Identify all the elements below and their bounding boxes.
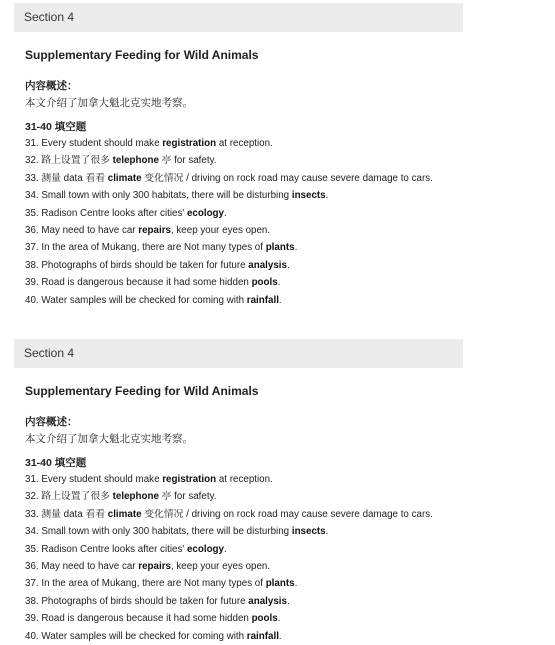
- question-text: 31. Every student should make: [25, 138, 163, 149]
- question-text: 35. Radison Centre looks after cities': [25, 543, 187, 555]
- answer-word: repairs: [138, 560, 171, 572]
- question-text-tail: , keep your eyes open.: [170, 224, 271, 236]
- question-item: [25, 488, 433, 505]
- question-text-tail: .: [294, 578, 298, 590]
- section-block-2: [14, 339, 463, 642]
- question-text: 37. In the area of Mukang, there are Not many types of: [25, 242, 266, 254]
- question-text: 32. 路上设置了很多: [25, 491, 113, 503]
- section-block-1: [14, 3, 463, 306]
- question-item: [25, 628, 433, 645]
- overview-text: 本文介绍了加拿大魁北克实地考察。: [25, 97, 193, 109]
- question-item: [25, 506, 433, 523]
- question-text: 39. Road is dangerous because it had some hidden: [25, 277, 252, 289]
- answer-word: registration: [162, 138, 217, 149]
- question-text-tail: .: [325, 526, 329, 538]
- question-list: [25, 135, 433, 309]
- question-text: 33. 测量 data 看看: [25, 508, 108, 520]
- answer-word: plants: [265, 242, 295, 254]
- question-text-tail: , keep your eyes open.: [170, 560, 271, 572]
- section-header-bar: [14, 339, 463, 368]
- section-header-bar: [14, 3, 463, 32]
- question-text-tail: .: [286, 259, 290, 271]
- answer-word: repairs: [138, 224, 171, 236]
- question-item: [25, 292, 433, 309]
- answer-word: analysis: [248, 595, 287, 607]
- section-title: Supplementary Feeding for Wild Animals: [25, 384, 259, 398]
- question-text: 40. Water samples will be checked for coming with: [25, 630, 247, 642]
- answer-word: telephone: [112, 155, 159, 167]
- question-list: [25, 471, 433, 645]
- answer-word: analysis: [248, 259, 287, 271]
- question-text: 40. Water samples will be checked for coming with: [25, 294, 247, 306]
- question-text: 36. May need to have car: [25, 560, 139, 572]
- question-item: [25, 593, 433, 610]
- question-text-tail: .: [224, 543, 227, 555]
- question-item: [25, 610, 433, 627]
- answer-word: pools: [251, 277, 278, 289]
- question-item: [25, 575, 433, 592]
- question-text-tail: 亭 for safety.: [158, 155, 217, 167]
- answer-word: insects: [291, 190, 326, 202]
- answer-word: rainfall: [246, 294, 279, 306]
- question-text: 39. Road is dangerous because it had some hidden: [25, 613, 252, 625]
- question-item: [25, 257, 433, 274]
- answer-word: insects: [291, 526, 326, 538]
- question-text: 38. Photographs of birds should be taken for future: [25, 259, 249, 271]
- section-header: Section 4: [24, 10, 75, 24]
- question-text-tail: .: [224, 207, 227, 219]
- question-text-tail: .: [278, 630, 282, 642]
- section-title: Supplementary Feeding for Wild Animals: [25, 48, 259, 62]
- question-item: [25, 558, 433, 575]
- question-text-tail: .: [325, 190, 329, 202]
- answer-word: registration: [162, 474, 217, 485]
- question-text-tail: at reception.: [216, 474, 273, 485]
- question-text-tail: 变化情况 / driving on rock road may cause severe damage to cars.: [141, 508, 433, 520]
- question-item: [25, 471, 433, 488]
- question-text-tail: .: [286, 595, 290, 607]
- question-item: [25, 541, 433, 558]
- overview-label: 内容概述：: [25, 416, 78, 428]
- question-item: [25, 187, 433, 204]
- questions-heading: 31-40 填空题: [25, 121, 87, 133]
- question-item: [25, 152, 433, 169]
- question-text-tail: .: [294, 242, 298, 254]
- question-item: [25, 135, 433, 152]
- answer-word: ecology: [186, 207, 224, 219]
- question-item: [25, 274, 433, 291]
- question-text-tail: .: [278, 294, 282, 306]
- question-text-tail: 变化情况 / driving on rock road may cause severe damage to cars.: [141, 172, 433, 184]
- question-text: 37. In the area of Mukang, there are Not many types of: [25, 578, 266, 590]
- question-item: [25, 523, 433, 540]
- answer-word: climate: [107, 172, 142, 184]
- overview-label: 内容概述：: [25, 80, 78, 92]
- answer-word: pools: [251, 613, 278, 625]
- answer-word: rainfall: [246, 630, 279, 642]
- question-text-tail: .: [277, 613, 281, 625]
- questions-heading: 31-40 填空题: [25, 457, 87, 469]
- question-text: 34. Small town with only 300 habitats, there will be disturbing: [25, 526, 292, 538]
- answer-word: telephone: [112, 491, 159, 503]
- question-text: 33. 测量 data 看看: [25, 172, 108, 184]
- question-text: 32. 路上设置了很多: [25, 155, 113, 167]
- question-item: [25, 170, 433, 187]
- answer-word: climate: [107, 508, 142, 520]
- question-text: 38. Photographs of birds should be taken for future: [25, 595, 249, 607]
- question-item: [25, 205, 433, 222]
- question-text-tail: at reception.: [216, 138, 273, 149]
- question-text: 35. Radison Centre looks after cities': [25, 207, 187, 219]
- answer-word: ecology: [186, 543, 224, 555]
- overview-text: 本文介绍了加拿大魁北克实地考察。: [25, 433, 193, 445]
- answer-word: plants: [265, 578, 295, 590]
- section-header: Section 4: [24, 346, 75, 360]
- question-text: 34. Small town with only 300 habitats, there will be disturbing: [25, 190, 292, 202]
- question-item: [25, 222, 433, 239]
- question-text-tail: .: [277, 277, 281, 289]
- question-text-tail: 亭 for safety.: [158, 491, 217, 503]
- question-text: 36. May need to have car: [25, 224, 139, 236]
- question-text: 31. Every student should make: [25, 474, 163, 485]
- question-item: [25, 239, 433, 256]
